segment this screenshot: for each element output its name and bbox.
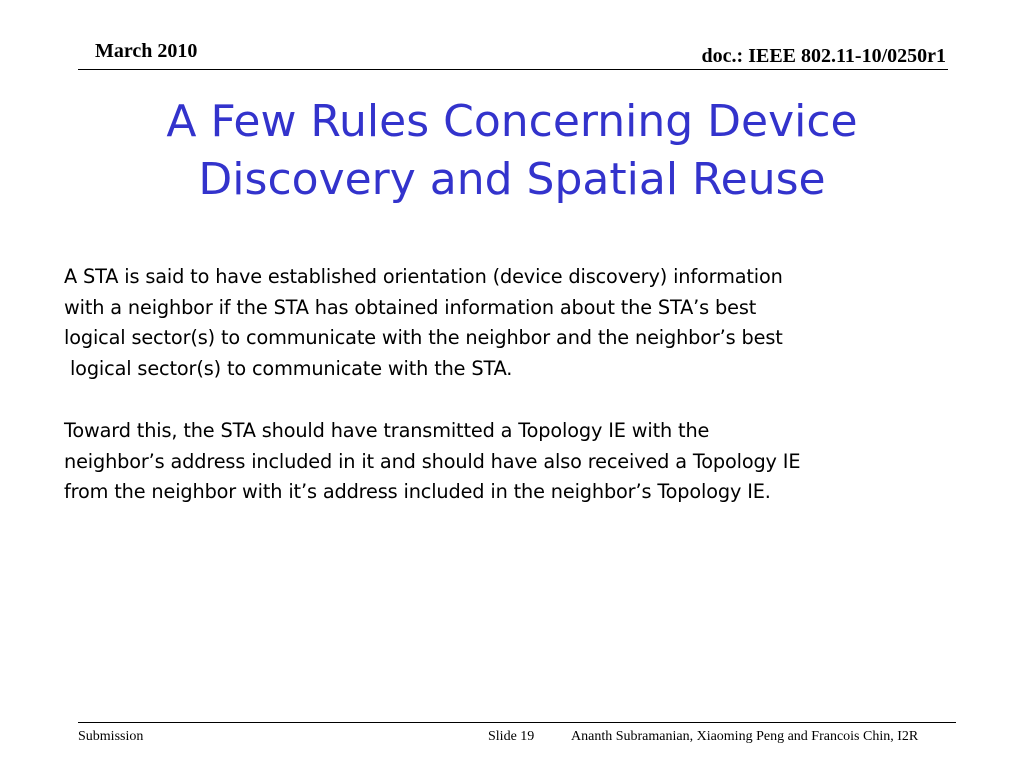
header-date: March 2010 <box>95 40 198 62</box>
paragraph-line: neighbor’s address included in it and should have also received a Topology IE <box>64 449 801 473</box>
footer-divider <box>78 722 956 723</box>
paragraph-line: A STA is said to have established orientation (device discovery) information <box>64 265 783 288</box>
footer-submission: Submission <box>78 729 144 744</box>
paragraph-line: Toward this, the STA should have transmitted a Topology IE with the <box>64 419 710 442</box>
header-divider <box>78 69 948 70</box>
slide-body <box>64 262 994 508</box>
paragraph-line: logical sector(s) to communicate with the STA. <box>64 356 513 380</box>
body-paragraph-2 <box>64 416 994 508</box>
paragraph-line: with a neighbor if the STA has obtained information about the STA’s best <box>64 295 757 319</box>
header-document-id: doc.: IEEE 802.11-10/0250r1 <box>701 45 946 67</box>
slide-title-line-1: A Few Rules Concerning Device <box>166 96 858 147</box>
slide-title <box>40 93 984 209</box>
slide-title-line-2: Discovery and Spatial Reuse <box>198 154 826 205</box>
footer-slide-number: Slide 19 <box>488 729 535 744</box>
paragraph-line: from the neighbor with it’s address included in the neighbor’s Topology IE. <box>64 480 771 503</box>
body-paragraph-1 <box>64 262 994 384</box>
paragraph-line: logical sector(s) to communicate with the neighbor and the neighbor’s best <box>64 326 783 349</box>
footer-authors: Ananth Subramanian, Xiaoming Peng and Francois Chin, I2R <box>571 729 919 744</box>
